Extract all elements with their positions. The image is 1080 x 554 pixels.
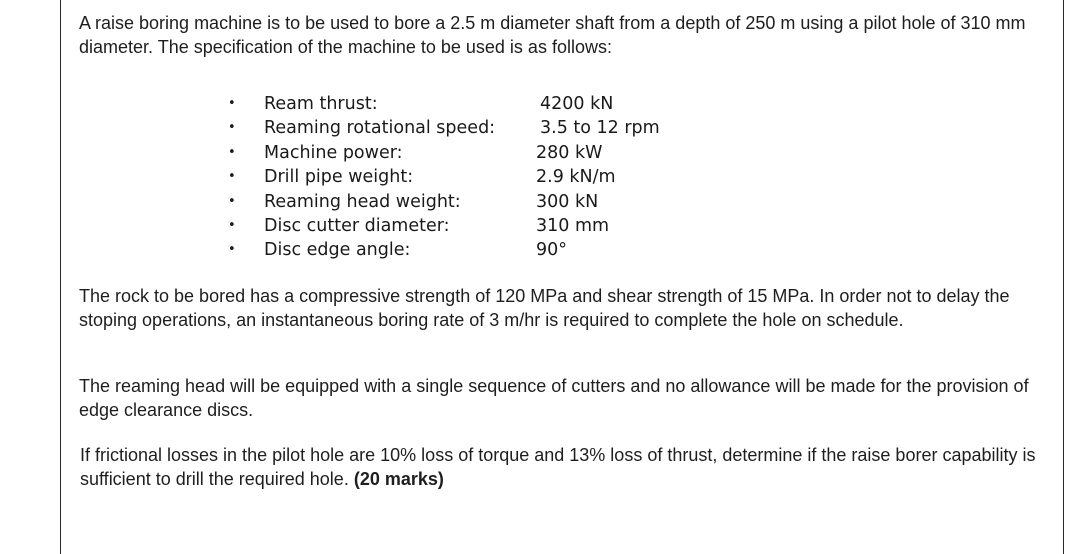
rock-paragraph: The rock to be bored has a compressive strength of 120 MPa and shear strength of 15 MPa. In order not to delay the stoping operations, an instantaneous boring rate of 3 m/hr is required to complete the hole on schedule. bbox=[79, 286, 1010, 330]
spec-value: 300 kN bbox=[536, 191, 599, 212]
question-paragraph bbox=[80, 443, 1040, 491]
spec-label: Drill pipe weight: bbox=[264, 167, 414, 188]
spec-value: 90° bbox=[536, 240, 568, 261]
spec-value: 4200 kN bbox=[540, 94, 614, 114]
page-border-left bbox=[60, 0, 61, 554]
bullet-icon: • bbox=[228, 144, 236, 160]
page-border-right bbox=[1063, 0, 1064, 554]
marks-label: (20 marks) bbox=[353, 469, 444, 489]
bullet-icon: • bbox=[228, 242, 236, 258]
spec-value: 310 mm bbox=[536, 215, 610, 236]
spec-value: 2.9 kN/m bbox=[536, 167, 616, 188]
intro-paragraph: A raise boring machine is to be used to bore a 2.5 m diameter shaft from a depth of 250 m using a pilot hole of 310 mm diameter. The specification of the machine to be used is as follows: bbox=[79, 13, 1026, 57]
spec-value: 280 kW bbox=[536, 142, 603, 163]
bullet-icon: • bbox=[228, 169, 236, 185]
spec-label: Reaming head weight: bbox=[264, 191, 461, 212]
spec-value: 3.5 to 12 rpm bbox=[540, 118, 660, 139]
bullet-icon: • bbox=[228, 120, 236, 136]
bullet-icon: • bbox=[228, 96, 236, 111]
spec-label: Machine power: bbox=[264, 142, 403, 163]
spec-label: Reaming rotational speed: bbox=[264, 118, 496, 139]
bullet-icon: • bbox=[228, 193, 236, 209]
spec-label: Disc cutter diameter: bbox=[264, 215, 450, 236]
spec-label: Ream thrust: bbox=[264, 94, 378, 114]
bullet-icon: • bbox=[228, 217, 236, 233]
reaming-head-paragraph: The reaming head will be equipped with a single sequence of cutters and no allowance will be made for the provision of edge clearance discs. bbox=[79, 376, 1029, 420]
question-text: If frictional losses in the pilot hole are 10% loss of torque and 13% loss of thrust, determine if the raise borer capability is sufficient to drill the required hole. bbox=[80, 445, 1036, 489]
spec-label: Disc edge angle: bbox=[264, 240, 411, 261]
